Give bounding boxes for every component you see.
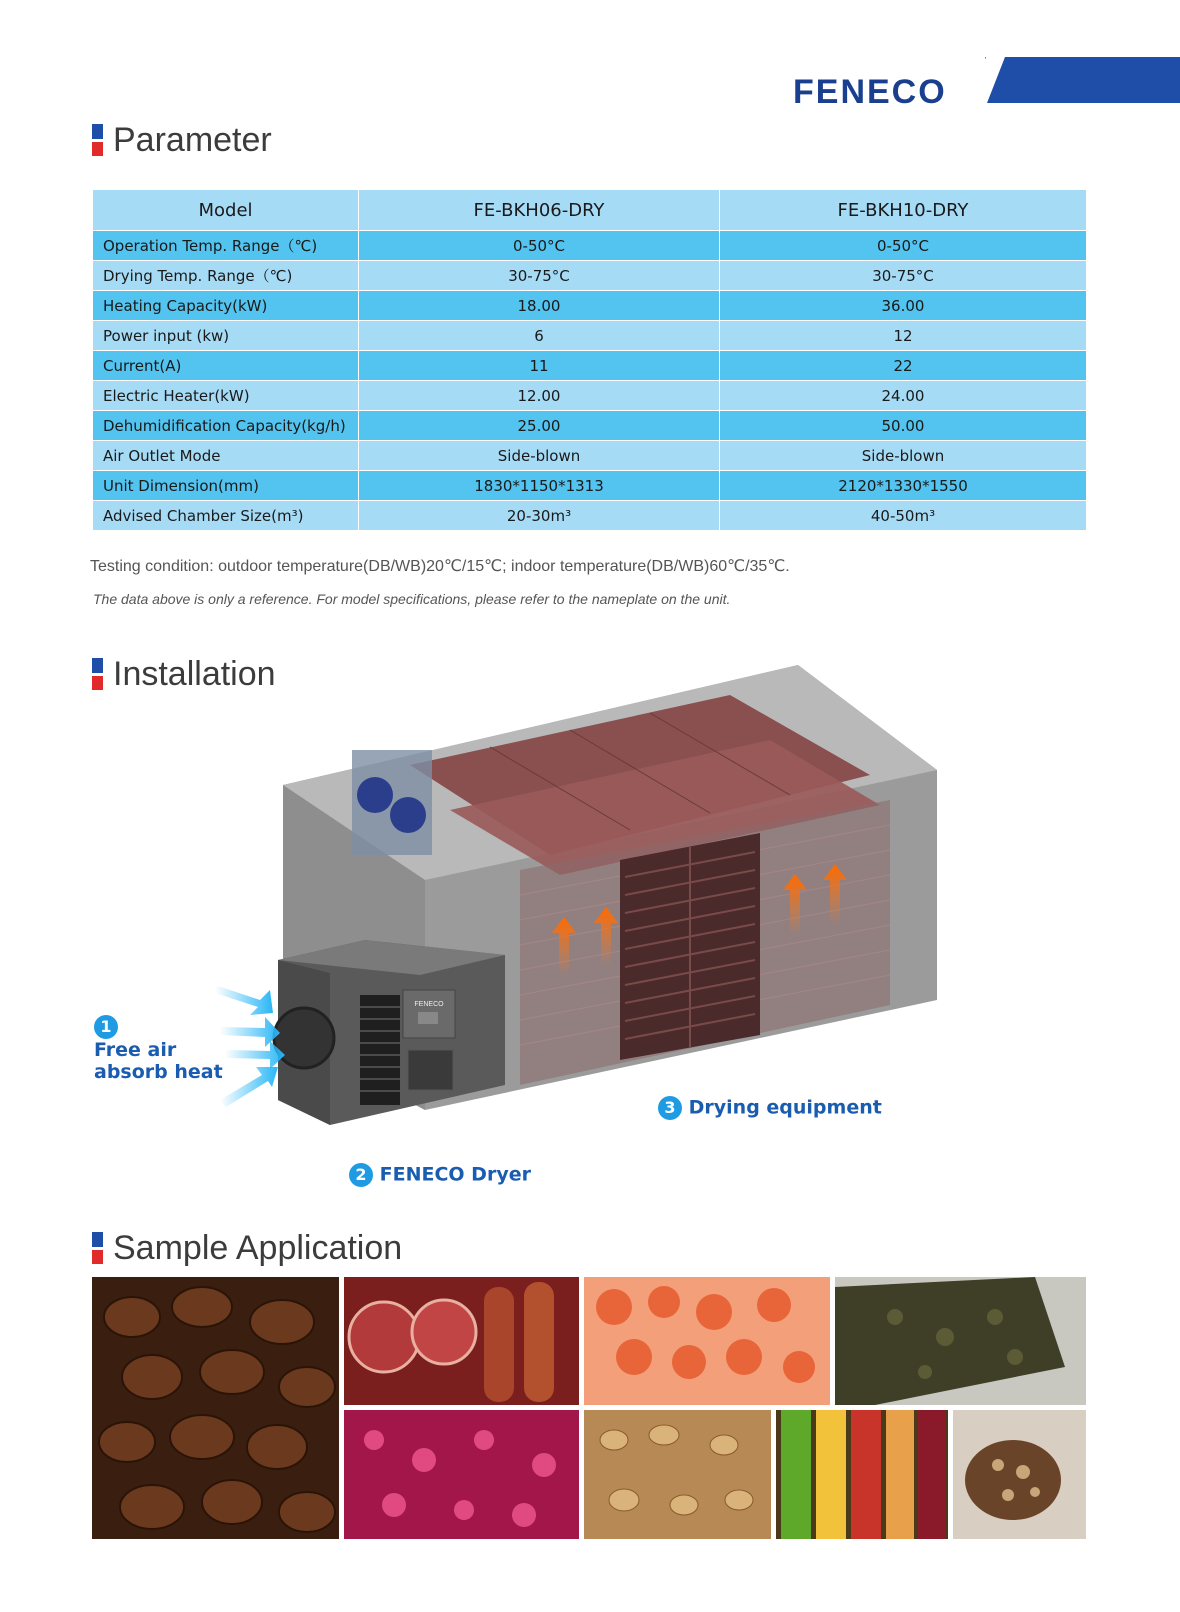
callout-drying-equipment: 3 Drying equipment <box>658 1096 882 1120</box>
cell-value: 18.00 <box>359 291 720 321</box>
step-badge: 3 <box>658 1096 682 1120</box>
coffee-beans-icon <box>92 1277 339 1539</box>
brand-logo-text: FENECO <box>793 73 947 111</box>
airflow-arrows-icon <box>215 985 285 1107</box>
cell-value: 50.00 <box>720 411 1087 441</box>
row-label: Electric Heater(kW) <box>93 381 359 411</box>
testing-condition-note: Testing condition: outdoor temperature(DB/WB)20℃/15℃; indoor temperature(DB/WB)60℃/35℃. <box>90 558 790 575</box>
cell-value: 12.00 <box>359 381 720 411</box>
sausage-icon <box>344 1277 579 1405</box>
cell-value: 25.00 <box>359 411 720 441</box>
table-header-cell: Model <box>93 190 359 231</box>
cell-value: 6 <box>359 321 720 351</box>
step-badge: 1 <box>94 1015 118 1039</box>
cell-value: 12 <box>720 321 1087 351</box>
table-header-cell: FE-BKH10-DRY <box>720 190 1087 231</box>
cell-value: 24.00 <box>720 381 1087 411</box>
row-label: Operation Temp. Range（℃) <box>93 231 359 261</box>
cell-value: 40-50m³ <box>720 501 1087 531</box>
mushroom-icon <box>953 1410 1086 1539</box>
table-row <box>93 471 1087 501</box>
table-row <box>93 291 1087 321</box>
dried-shrimp-icon <box>584 1277 830 1405</box>
cell-value: 1830*1150*1313 <box>359 471 720 501</box>
table-row <box>93 231 1087 261</box>
table-row <box>93 441 1087 471</box>
table-row <box>93 261 1087 291</box>
callout-feneco-dryer: 2 FENECO Dryer <box>349 1163 531 1187</box>
row-label: Drying Temp. Range（℃) <box>93 261 359 291</box>
row-label: Power input (kw) <box>93 321 359 351</box>
parameter-table <box>92 189 1087 531</box>
step-badge: 2 <box>349 1163 373 1187</box>
callout-free-air: 1 Free air absorb heat <box>94 1017 223 1083</box>
cell-value: 30-75°C <box>720 261 1087 291</box>
table-row <box>93 411 1087 441</box>
cell-value: Side-blown <box>359 441 720 471</box>
row-label: Air Outlet Mode <box>93 441 359 471</box>
row-label: Advised Chamber Size(m³) <box>93 501 359 531</box>
cell-value: 0-50°C <box>359 231 720 261</box>
cell-value: Side-blown <box>720 441 1087 471</box>
section-marker-icon <box>92 1232 103 1264</box>
table-row <box>93 381 1087 411</box>
header-accent-bar <box>985 57 1180 103</box>
row-label: Dehumidification Capacity(kg/h) <box>93 411 359 441</box>
sample-gallery <box>92 1277 1086 1539</box>
row-label: Heating Capacity(kW) <box>93 291 359 321</box>
cell-value: 0-50°C <box>720 231 1087 261</box>
dried-fruit-icon <box>776 1410 948 1539</box>
table-row <box>93 501 1087 531</box>
row-label: Current(A) <box>93 351 359 381</box>
rose-petals-icon <box>344 1410 579 1539</box>
unit-logo: FENECO <box>414 1001 444 1008</box>
brand-logo <box>793 72 983 112</box>
cell-value: 22 <box>720 351 1087 381</box>
table-row <box>93 351 1087 381</box>
table-row <box>93 321 1087 351</box>
cell-value: 36.00 <box>720 291 1087 321</box>
reference-disclaimer: The data above is only a reference. For model specifications, please refer to the nameplate on the unit. <box>93 591 731 607</box>
nuts-icon <box>584 1410 771 1539</box>
tea-leaves-icon <box>835 1277 1086 1405</box>
section-marker-icon <box>92 124 103 156</box>
table-header-row <box>93 190 1087 231</box>
cell-value: 20-30m³ <box>359 501 720 531</box>
table-header-cell: FE-BKH06-DRY <box>359 190 720 231</box>
row-label: Unit Dimension(mm) <box>93 471 359 501</box>
cell-value: 11 <box>359 351 720 381</box>
installation-illustration <box>90 655 1090 1195</box>
cell-value: 30-75°C <box>359 261 720 291</box>
cell-value: 2120*1330*1550 <box>720 471 1087 501</box>
